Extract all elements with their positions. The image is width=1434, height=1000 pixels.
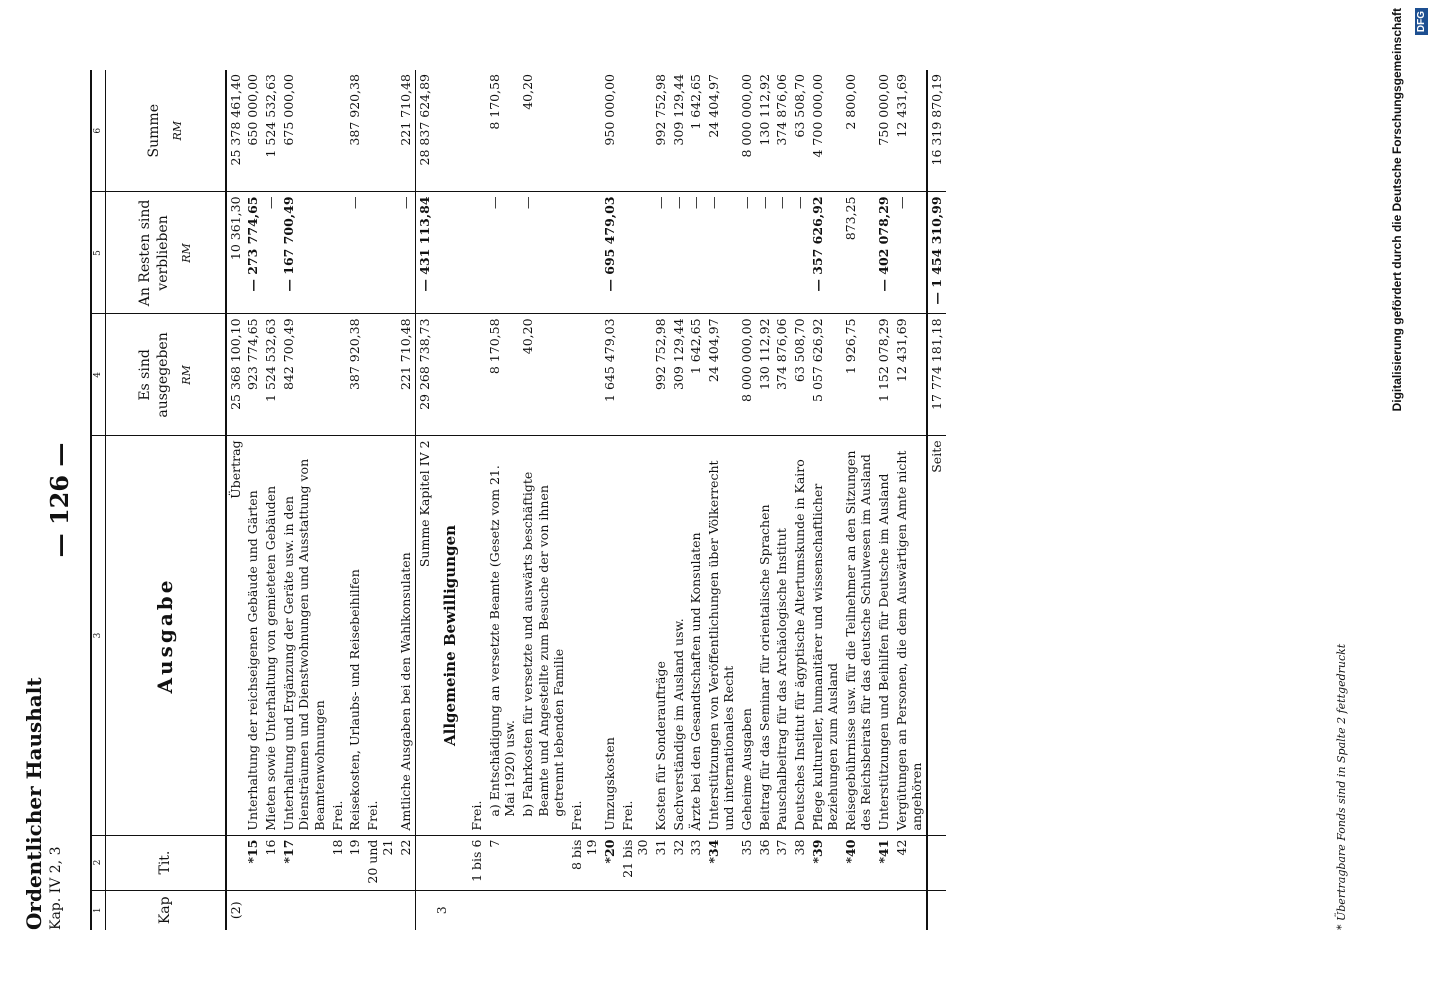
resten-cell: — [670, 192, 688, 314]
table-row [652, 70, 670, 930]
resten-cell: — [486, 192, 519, 314]
summe-cell: 1 524 532,63 [262, 70, 280, 192]
kap-cell [519, 890, 568, 930]
resten-cell: — [652, 192, 670, 314]
tit-cell: 37 [773, 835, 791, 890]
resten-cell: — 695 479,03 [601, 192, 619, 314]
tit-cell [226, 835, 245, 890]
tit-cell: 16 [262, 835, 280, 890]
resten-cell: — 1 454 310,99 [927, 192, 946, 314]
tit-cell: 31 [652, 835, 670, 890]
tit-cell [415, 835, 433, 890]
kap-cell [280, 890, 329, 930]
resten-cell: — [705, 192, 738, 314]
description-cell: Unterstützungen und Beihilfen für Deutsche im Ausland [875, 436, 893, 835]
resten-cell: — 273 774,65 [244, 192, 262, 314]
hdr-unit-6: RM [171, 120, 185, 141]
table-row [364, 70, 397, 930]
kap-cell [364, 890, 397, 930]
hdr-ausgegeben-label: Es sind ausgegeben [137, 332, 171, 418]
page-number: — 126 — [45, 442, 74, 558]
tit-cell: *20 [601, 835, 619, 890]
kap-cell [619, 890, 652, 930]
ausgegeben-cell [568, 314, 601, 436]
ausgegeben-cell: 24 404,97 [705, 314, 738, 436]
kap-cell [244, 890, 262, 930]
hdr-tit: Tit. [106, 835, 226, 890]
description-cell: Pauschalbeitrag für das Archäologische Institut [773, 436, 791, 835]
summe-cell: 12 431,69 [893, 70, 927, 192]
summe-cell: 8 000 000,00 [738, 70, 756, 192]
hdr-kap: Kap [106, 890, 226, 930]
kap-cell [670, 890, 688, 930]
tit-cell: 8 bis 19 [568, 835, 601, 890]
description-cell: Unterstützungen von Veröffentlichungen über Völkerrecht und internationales Recht [705, 436, 738, 835]
tit-cell: 22 [397, 835, 415, 890]
resten-cell: — [773, 192, 791, 314]
header-chapter: Kap. IV 2, 3 [48, 846, 64, 930]
total-row [927, 70, 946, 930]
summe-cell: 950 000,00 [601, 70, 619, 192]
footnote: * Übertragbare Fonds sind in Spalte 2 fettgedruckt [1335, 643, 1348, 930]
ausgegeben-cell: 17 774 181,18 [927, 314, 946, 436]
ausgegeben-cell: 992 752,98 [652, 314, 670, 436]
resten-cell: — 402 078,29 [875, 192, 893, 314]
tit-cell: 36 [756, 835, 774, 890]
table-row [244, 70, 262, 930]
summe-cell: 8 170,58 [486, 70, 519, 192]
description-cell: Pflege kultureller, humanitärer und wissenschaftlicher Beziehungen zum Ausland [809, 436, 842, 835]
table-row [468, 70, 486, 930]
resten-cell: — [397, 192, 415, 314]
table-row [773, 70, 791, 930]
hdr-ausgabe: Ausgabe [106, 436, 226, 835]
kap-cell [842, 890, 875, 930]
kap-cell [809, 890, 842, 930]
table-row [280, 70, 329, 930]
ausgegeben-cell: 309 129,44 [670, 314, 688, 436]
tit-cell [519, 835, 568, 890]
kap-cell [705, 890, 738, 930]
tit-cell: 33 [687, 835, 705, 890]
summe-cell: 1 642,65 [687, 70, 705, 192]
side-note: Digitalisierung gefördert durch die Deutsche Forschungsgemeinschaft [1390, 8, 1404, 412]
column-number-row [91, 70, 106, 930]
summe-cell: 130 112,92 [756, 70, 774, 192]
kap-cell [652, 890, 670, 930]
summe-cell [468, 70, 486, 192]
ausgegeben-cell: 29 268 738,73 [415, 314, 433, 436]
summe-cell: 16 319 870,19 [927, 70, 946, 192]
kap-cell [791, 890, 809, 930]
description-cell: a) Entschädigung an versetzte Beamte (Gesetz vom 21. Mai 1920) usw. [486, 436, 519, 835]
hdr-summe-label: Summe [145, 104, 162, 158]
description-cell: Seite [927, 436, 946, 835]
ausgegeben-cell [364, 314, 397, 436]
summe-cell: 28 837 624,89 [415, 70, 433, 192]
ausgegeben-cell: 25 368 100,10 [226, 314, 245, 436]
ausgegeben-cell: 1 152 078,29 [875, 314, 893, 436]
table-row [397, 70, 415, 930]
summe-cell: 24 404,97 [705, 70, 738, 192]
colnum-2: 2 [91, 835, 106, 890]
section-empty-6 [433, 70, 468, 192]
ausgegeben-cell [619, 314, 652, 436]
ausgegeben-cell: 387 920,38 [346, 314, 364, 436]
table-row [670, 70, 688, 930]
table-row [568, 70, 601, 930]
tit-cell: 18 [329, 835, 347, 890]
kap-cell [601, 890, 619, 930]
section-empty-4 [433, 314, 468, 436]
summe-cell: 387 920,38 [346, 70, 364, 192]
tit-cell: *41 [875, 835, 893, 890]
resten-cell: — 167 700,49 [280, 192, 329, 314]
resten-cell [329, 192, 347, 314]
table-row [875, 70, 893, 930]
table-row [738, 70, 756, 930]
colnum-3: 3 [91, 436, 106, 835]
description-cell: b) Fahrkosten für versetzte und auswärts beschäftigte Beamte und Angestellte zum Besuche der von ihnen getrennt lebenden Familie [519, 436, 568, 835]
table-row [601, 70, 619, 930]
description-cell: Sachverständige im Ausland usw. [670, 436, 688, 835]
header-row [106, 70, 226, 930]
description-cell: Unterhaltung der reichseigenen Gebäude und Gärten [244, 436, 262, 835]
table-row [809, 70, 842, 930]
table-row [346, 70, 364, 930]
summe-cell: 40,20 [519, 70, 568, 192]
ausgegeben-cell: 12 431,69 [893, 314, 927, 436]
resten-cell: 10 361,30 [226, 192, 245, 314]
tit-cell: 21 bis 30 [619, 835, 652, 890]
kap-cell [568, 890, 601, 930]
summe-cell: 221 710,48 [397, 70, 415, 192]
description-cell: Geheime Ausgaben [738, 436, 756, 835]
table-row [329, 70, 347, 930]
tit-cell: *39 [809, 835, 842, 890]
description-cell: Unterhaltung und Ergänzung der Geräte usw. in den Diensträumen und Dienstwohnungen und Ausstattung von Beamtenwohnungen [280, 436, 329, 835]
summe-cell: 992 752,98 [652, 70, 670, 192]
resten-cell: — [791, 192, 809, 314]
table-row [791, 70, 809, 930]
resten-cell [568, 192, 601, 314]
budget-table [90, 70, 946, 930]
summe-cell [364, 70, 397, 192]
kap-cell [397, 890, 415, 930]
description-cell: Frei. [364, 436, 397, 835]
resten-cell: — [738, 192, 756, 314]
ausgegeben-cell: 5 057 626,92 [809, 314, 842, 436]
resten-cell [468, 192, 486, 314]
description-cell: Frei. [468, 436, 486, 835]
ausgegeben-cell: 221 710,48 [397, 314, 415, 436]
summe-cell [329, 70, 347, 192]
kap-cell [875, 890, 893, 930]
ausgegeben-cell: 1 645 479,03 [601, 314, 619, 436]
ausgegeben-cell: 1 926,75 [842, 314, 875, 436]
description-cell: Frei. [568, 436, 601, 835]
resten-cell: 873,25 [842, 192, 875, 314]
tit-cell: 19 [346, 835, 364, 890]
hdr-unit-4: RM [180, 365, 194, 385]
tit-cell [927, 835, 946, 890]
table-row [756, 70, 774, 930]
description-cell: Kosten für Sonderaufträge [652, 436, 670, 835]
ausgegeben-cell: 8 000 000,00 [738, 314, 756, 436]
resten-cell: — [346, 192, 364, 314]
colnum-6: 6 [91, 70, 106, 192]
kap-cell [329, 890, 347, 930]
description-cell: Vergütungen an Personen, die dem Auswärtigen Amte nicht angehören [893, 436, 927, 835]
section-empty-5 [433, 192, 468, 314]
ausgegeben-cell: 63 508,70 [791, 314, 809, 436]
summe-cell: 25 378 461,40 [226, 70, 245, 192]
kap-cell [893, 890, 927, 930]
ausgegeben-cell: 1 642,65 [687, 314, 705, 436]
sum-row [415, 70, 433, 930]
resten-cell: — 357 626,92 [809, 192, 842, 314]
tit-cell: 20 und 21 [364, 835, 397, 890]
description-cell: Frei. [329, 436, 347, 835]
hdr-resten [106, 192, 226, 314]
resten-cell: — [756, 192, 774, 314]
summe-cell [619, 70, 652, 192]
kap-cell [687, 890, 705, 930]
ausgegeben-cell [329, 314, 347, 436]
dfg-logo: DFG [1415, 8, 1428, 35]
description-cell: Amtliche Ausgaben bei den Wahlkonsulaten [397, 436, 415, 835]
table-row [226, 70, 245, 930]
kap-cell [262, 890, 280, 930]
section-title: Allgemeine Bewilligungen [433, 436, 468, 835]
summe-cell: 2 800,00 [842, 70, 875, 192]
summe-cell: 750 000,00 [875, 70, 893, 192]
resten-cell: — [687, 192, 705, 314]
description-cell: Beitrag für das Seminar für orientalische Sprachen [756, 436, 774, 835]
description-cell: Reisekosten, Urlaubs- und Reisebeihilfen [346, 436, 364, 835]
tit-cell: *40 [842, 835, 875, 890]
summe-cell: 63 508,70 [791, 70, 809, 192]
tit-cell: 38 [791, 835, 809, 890]
hdr-unit-5: RM [180, 243, 194, 263]
kap-cell [468, 890, 486, 930]
table-row [519, 70, 568, 930]
table-row [705, 70, 738, 930]
kap-cell [738, 890, 756, 930]
tit-cell: 1 bis 6 [468, 835, 486, 890]
tit-cell: *17 [280, 835, 329, 890]
description-cell: Umzugskosten [601, 436, 619, 835]
tit-cell: 32 [670, 835, 688, 890]
summe-cell [568, 70, 601, 192]
table-row [893, 70, 927, 930]
table-body [91, 70, 946, 930]
resten-cell: — [262, 192, 280, 314]
section-row [433, 70, 468, 930]
ausgegeben-cell: 923 774,65 [244, 314, 262, 436]
ausgegeben-cell [468, 314, 486, 436]
hdr-summe [106, 70, 226, 192]
summe-cell: 374 876,06 [773, 70, 791, 192]
description-cell: Summe Kapitel IV 2 [415, 436, 433, 835]
kap-cell [756, 890, 774, 930]
description-cell: Mieten sowie Unterhaltung von gemieteten Gebäuden [262, 436, 280, 835]
tit-cell: *15 [244, 835, 262, 890]
table-row [262, 70, 280, 930]
description-cell: Reisegebührnisse usw. für die Teilnehmer an den Sitzungen des Reichsbeirats für das deutsche Schulwesen im Ausland [842, 436, 875, 835]
table-row [687, 70, 705, 930]
resten-cell [364, 192, 397, 314]
table-row [842, 70, 875, 930]
table-row [486, 70, 519, 930]
tit-cell: 35 [738, 835, 756, 890]
hdr-resten-label: An Resten sind verblieben [137, 199, 171, 307]
kap-cell [927, 890, 946, 930]
ausgegeben-cell: 130 112,92 [756, 314, 774, 436]
colnum-4: 4 [91, 314, 106, 436]
summe-cell: 309 129,44 [670, 70, 688, 192]
colnum-1: 1 [91, 890, 106, 930]
kap-cell: (2) [227, 901, 243, 920]
table-row [619, 70, 652, 930]
ausgegeben-cell: 374 876,06 [773, 314, 791, 436]
description-cell: Deutsches Institut für ägyptische Altertumskunde in Kairo [791, 436, 809, 835]
kap-cell [415, 890, 433, 930]
description-cell: Ärzte bei den Gesandtschaften und Konsulaten [687, 436, 705, 835]
ausgegeben-cell: 1 524 532,63 [262, 314, 280, 436]
resten-cell [619, 192, 652, 314]
header-title: Ordentlicher Haushalt [22, 677, 46, 930]
description-cell: Frei. [619, 436, 652, 835]
kap-cell [346, 890, 364, 930]
summe-cell: 650 000,00 [244, 70, 262, 192]
hdr-ausgegeben [106, 314, 226, 436]
resten-cell: — [519, 192, 568, 314]
tit-cell: 42 [893, 835, 927, 890]
section-kap: 3 [434, 906, 450, 915]
summe-cell: 675 000,00 [280, 70, 329, 192]
ausgegeben-cell: 40,20 [519, 314, 568, 436]
ausgegeben-cell: 842 700,49 [280, 314, 329, 436]
description-cell: Übertrag [226, 436, 245, 835]
tit-cell: *34 [705, 835, 738, 890]
summe-cell: 4 700 000,00 [809, 70, 842, 192]
section-tit [433, 835, 468, 890]
ausgegeben-cell: 8 170,58 [486, 314, 519, 436]
colnum-5: 5 [91, 192, 106, 314]
tit-cell: 7 [486, 835, 519, 890]
kap-cell [486, 890, 519, 930]
resten-cell: — 431 113,84 [415, 192, 433, 314]
resten-cell: — [893, 192, 927, 314]
kap-cell [773, 890, 791, 930]
